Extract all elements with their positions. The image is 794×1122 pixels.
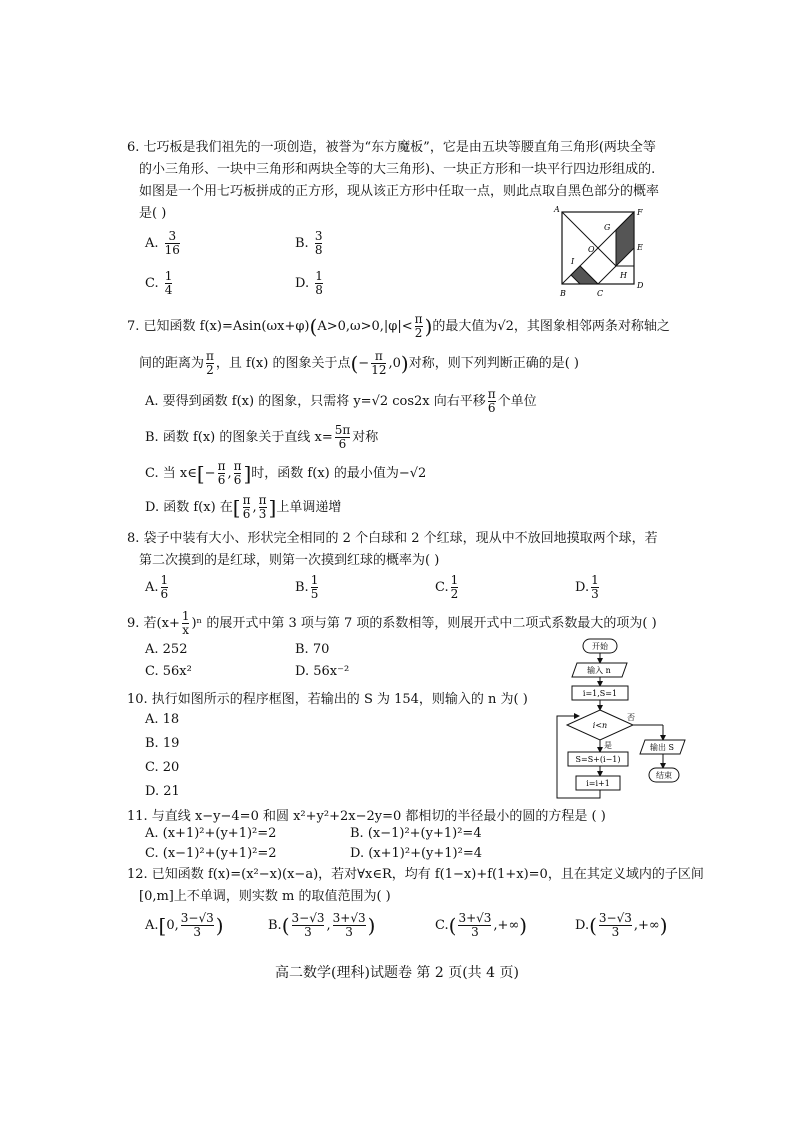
q6-option-d: D. $\frac{1}{8}$ xyxy=(295,269,323,297)
q9-option-c: C. 56x² xyxy=(145,664,192,679)
q12-option-a: A.[0, $\frac{3-√3}{3}$ ) xyxy=(145,911,224,939)
label-i: I xyxy=(571,257,575,266)
q7-line-2: 间的距离为 $\frac{\pi}{2}$ ，且 f(x) 的图象关于点(− $\frac{\pi}{12}$ ,0)对称，则下列判断正确的是( ) xyxy=(139,349,579,377)
tangram-figure xyxy=(550,204,650,300)
q9-option-d: D. 56x⁻² xyxy=(295,664,350,679)
q6-line-3: 如图是一个用七巧板拼成的正方形，现从该正方形中任取一点，则此点取自黑色部分的概率 xyxy=(139,184,660,199)
label-o: O xyxy=(588,245,595,254)
label-g: G xyxy=(604,223,611,232)
flowchart-figure xyxy=(545,636,695,804)
svg-text:开始: 开始 xyxy=(592,642,608,651)
q12-option-d: D.( $\frac{3-√3}{3}$ ,+∞) xyxy=(575,911,668,939)
label-d: D xyxy=(637,281,644,290)
q9-option-b: B. 70 xyxy=(295,642,330,657)
label-e: E xyxy=(637,243,643,252)
q7-option-c: C. 当 x∈[− $\frac{\pi}{6}$ , $\frac{\pi}{6}$ ]时，函数 f(x) 的最小值为−√2 xyxy=(145,459,427,487)
q7-option-a: A. 要得到函数 f(x) 的图象，只需将 y=√2 cos2x 向右平移 $\frac{\pi}{6}$ 个单位 xyxy=(145,387,537,415)
label-f: F xyxy=(637,208,643,217)
q10-option-a: A. 18 xyxy=(145,712,180,727)
label-c: C xyxy=(597,289,604,298)
q9-line-1: 9. 若(x+ $\frac{1}{x}$ )ⁿ 的展开式中第 3 项与第 7 项的系数相等，则展开式中二项式系数最大的项为( ) xyxy=(127,609,657,637)
q12-option-b: B.( $\frac{3-√3}{3}$ , $\frac{3+√3}{3}$ ) xyxy=(268,911,376,939)
q11-option-a: A. (x+1)²+(y+1)²=2 xyxy=(145,826,277,841)
q11-option-d: D. (x+1)²+(y+1)²=4 xyxy=(350,846,482,861)
q9-option-a: A. 252 xyxy=(145,642,188,657)
svg-text:否: 否 xyxy=(627,713,635,722)
q6-option-b: B. $\frac{3}{8}$ xyxy=(295,229,323,257)
q10-option-b: B. 19 xyxy=(145,736,180,751)
svg-text:i=i+1: i=i+1 xyxy=(586,779,610,788)
svg-text:i=1,S=1: i=1,S=1 xyxy=(582,689,618,698)
q6-option-a: A. $\frac{3}{16}$ xyxy=(145,229,180,257)
q10-option-d: D. 21 xyxy=(145,784,180,799)
q12-option-c: C.( $\frac{3+√3}{3}$ ,+∞) xyxy=(435,911,528,939)
q7-line-1: 7. 已知函数 f(x)=Asin(ωx+φ)(A>0,ω>0,|φ|< $\frac{\pi}{2}$ )的最大值为√2，其图象相邻两条对称轴之 xyxy=(127,312,670,340)
svg-text:结束: 结束 xyxy=(656,771,672,780)
svg-text:输出 S: 输出 S xyxy=(649,743,675,752)
q6-line-2: 的小三角形、一块中三角形和两块全等的大三角形)、一块正方形和一块平行四边形组成的. xyxy=(139,162,656,177)
q8-line-2: 第二次摸到的是红球，则第一次摸到红球的概率为( ) xyxy=(139,553,440,568)
q11-line-1: 11. 与直线 x−y−4=0 和圆 x²+y²+2x−2y=0 都相切的半径最小的圆的方程是 ( ) xyxy=(127,809,606,824)
q6-option-c: C. $\frac{1}{4}$ xyxy=(145,269,173,297)
q12-line-2: [0,m]上不单调，则实数 m 的取值范围为( ) xyxy=(139,889,391,904)
label-h: H xyxy=(620,271,627,280)
q7-option-d: D. 函数 f(x) 在[ $\frac{\pi}{6}$ , $\frac{\pi}{3}$ ]上单调递增 xyxy=(145,493,342,521)
page-footer: 高二数学(理科)试题卷 第 2 页(共 4 页) xyxy=(275,965,519,981)
question-12 xyxy=(127,864,704,908)
q8-option-c: C. $\frac{1}{2}$ xyxy=(435,573,459,601)
q6-line-1: 6. 七巧板是我们祖先的一项创造，被誉为“东方魔板”，它是由五块等腰直角三角形(两块全等 xyxy=(127,140,656,155)
q8-option-b: B. $\frac{1}{5}$ xyxy=(295,573,319,601)
q8-option-d: D. $\frac{1}{3}$ xyxy=(575,573,599,601)
q11-option-c: C. (x−1)²+(y+1)²=2 xyxy=(145,846,277,861)
q8-line-1: 8. 袋子中装有大小、形状完全相同的 2 个白球和 2 个红球，现从中不放回地摸取两个球，若 xyxy=(127,531,658,546)
svg-text:输入 n: 输入 n xyxy=(587,666,611,675)
q11-option-b: B. (x−1)²+(y+1)²=4 xyxy=(350,826,482,841)
svg-text:是: 是 xyxy=(604,741,612,750)
q8-option-a: A. $\frac{1}{6}$ xyxy=(145,573,169,601)
label-a: A xyxy=(554,205,560,214)
q7-option-b: B. 函数 f(x) 的图象关于直线 x= $\frac{5\pi}{6}$ 对称 xyxy=(145,423,379,451)
svg-text:i<n: i<n xyxy=(592,721,608,730)
q12-line-1: 12. 已知函数 f(x)=(x²−x)(x−a)，若对∀x∈R，均有 f(1−x)+f(1+x)=0，且在其定义域内的子区间 xyxy=(127,867,704,882)
svg-text:S=S+(i−1): S=S+(i−1) xyxy=(575,755,621,764)
q10-line-1: 10. 执行如图所示的程序框图，若输出的 S 为 154，则输入的 n 为( ) xyxy=(127,692,528,707)
q10-option-c: C. 20 xyxy=(145,760,180,775)
question-8 xyxy=(127,528,697,572)
q6-line-4: 是( ) xyxy=(139,206,167,221)
label-b: B xyxy=(560,289,566,298)
